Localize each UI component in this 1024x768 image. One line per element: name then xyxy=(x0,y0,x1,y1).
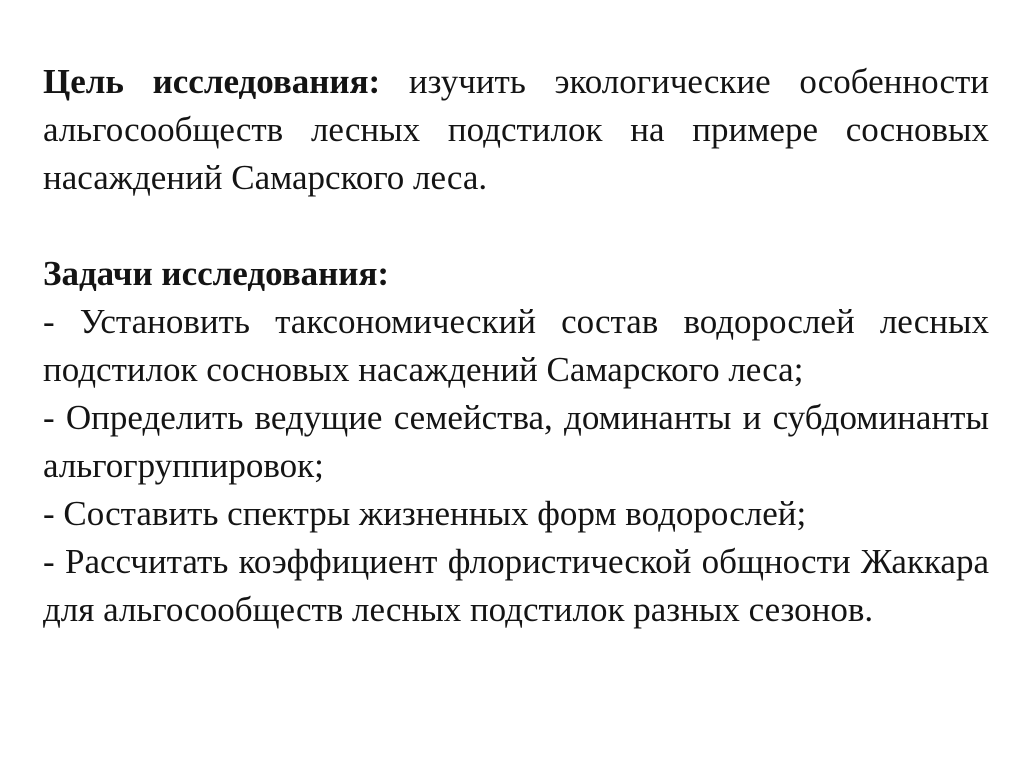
slide-content xyxy=(43,58,989,634)
research-goal-paragraph xyxy=(43,58,989,202)
research-goal-label: Цель исследования: xyxy=(43,62,381,101)
research-tasks-heading: Задачи исследования: xyxy=(43,254,390,293)
task-item-3: - Составить спектры жизненных форм водорослей; xyxy=(43,494,807,533)
task-item-2: - Определить ведущие семейства, доминанты и субдоминанты альгогруппировок; xyxy=(43,398,989,485)
task-item-4: - Рассчитать коэффициент флористической общности Жаккара для альгосообществ лесных подстилок разных сезонов. xyxy=(43,542,989,629)
research-goal-text: изучить экологические особенности альгосообществ лесных подстилок на примере сосновых насаждений Самарского леса. xyxy=(43,62,990,197)
task-item-1: - Установить таксономический состав водорослей лесных подстилок сосновых насаждений Самарского леса; xyxy=(43,302,989,389)
